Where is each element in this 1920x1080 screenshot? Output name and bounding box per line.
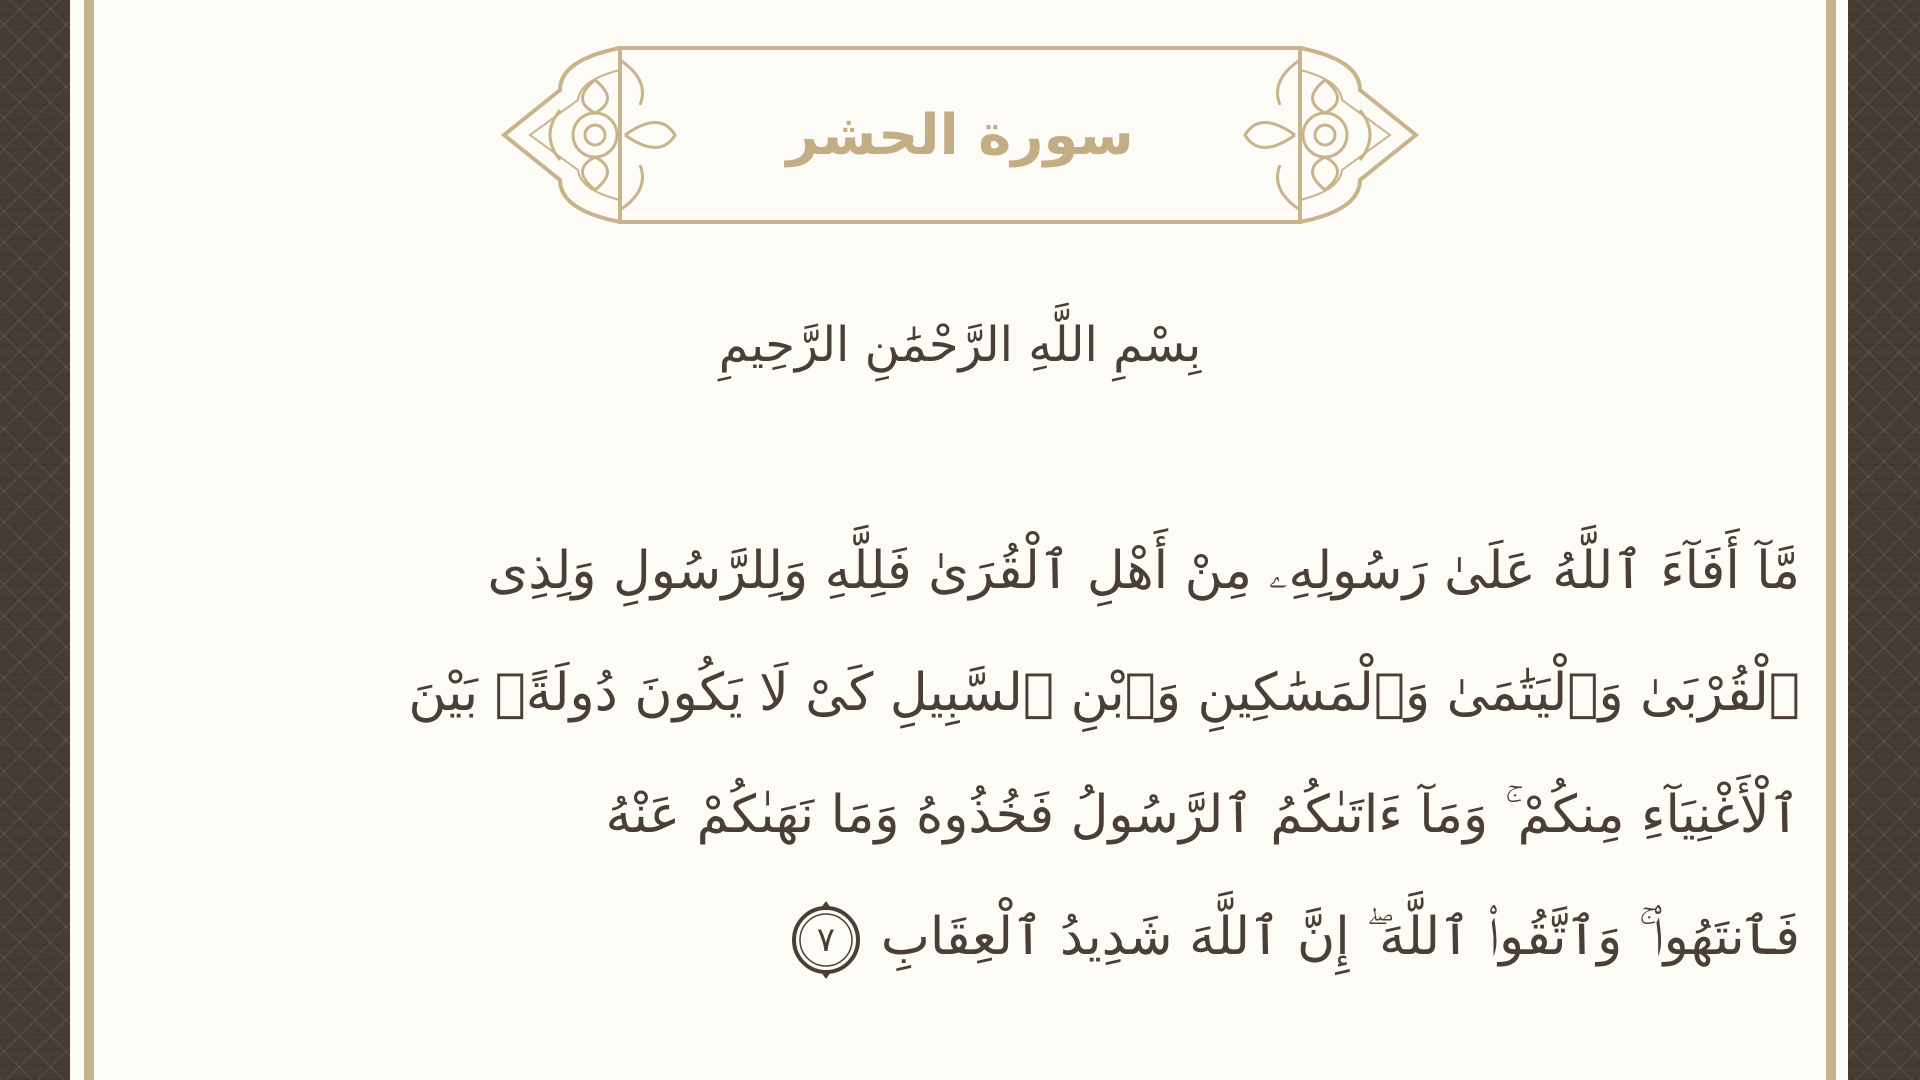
- surah-title-cartouche: [500, 40, 1420, 230]
- ayah-line-4: [320, 876, 1800, 998]
- basmala: بِسْمِ اللَّهِ الرَّحْمَٰنِ الرَّحِيمِ: [718, 317, 1202, 373]
- ayah-line-3: ٱلْأَغْنِيَآءِ مِنكُمْ ۚ وَمَآ ءَاتَىٰكُمُ ٱلرَّسُولُ فَخُذُوهُ وَمَا نَهَىٰكُمْ عَنْهُ: [605, 785, 1800, 845]
- ayah-line-2: ٱلْقُرْبَىٰ وَٱلْيَتَٰمَىٰ وَٱلْمَسَٰكِينِ وَٱبْنِ ٱلسَّبِيلِ كَىْ لَا يَكُونَ دُولَةًۢ بَيْنَ: [408, 663, 1800, 723]
- right-ornamental-border: [1848, 0, 1920, 1080]
- ayah-line-1: مَّآ أَفَآءَ ٱللَّهُ عَلَىٰ رَسُولِهِۦ مِنْ أَهْلِ ٱلْقُرَىٰ فَلِلَّهِ وَلِلرَّسُولِ وَلِذِى: [487, 541, 1800, 601]
- ayah-text-block: [320, 510, 1800, 998]
- ayah-line-4-text: فَٱنتَهُوا۟ ۚ وَٱتَّقُوا۟ ٱللَّهَ ۖ إِنَّ ٱللَّهَ شَدِيدُ ٱلْعِقَابِ: [880, 907, 1800, 967]
- surah-title: سورة الحشر: [786, 102, 1134, 168]
- ayah-end-marker: [785, 899, 867, 981]
- left-ornamental-border: [0, 0, 70, 1080]
- left-gold-rule: [84, 0, 94, 1080]
- ayah-number: ٧: [816, 920, 835, 960]
- right-gold-rule: [1826, 0, 1836, 1080]
